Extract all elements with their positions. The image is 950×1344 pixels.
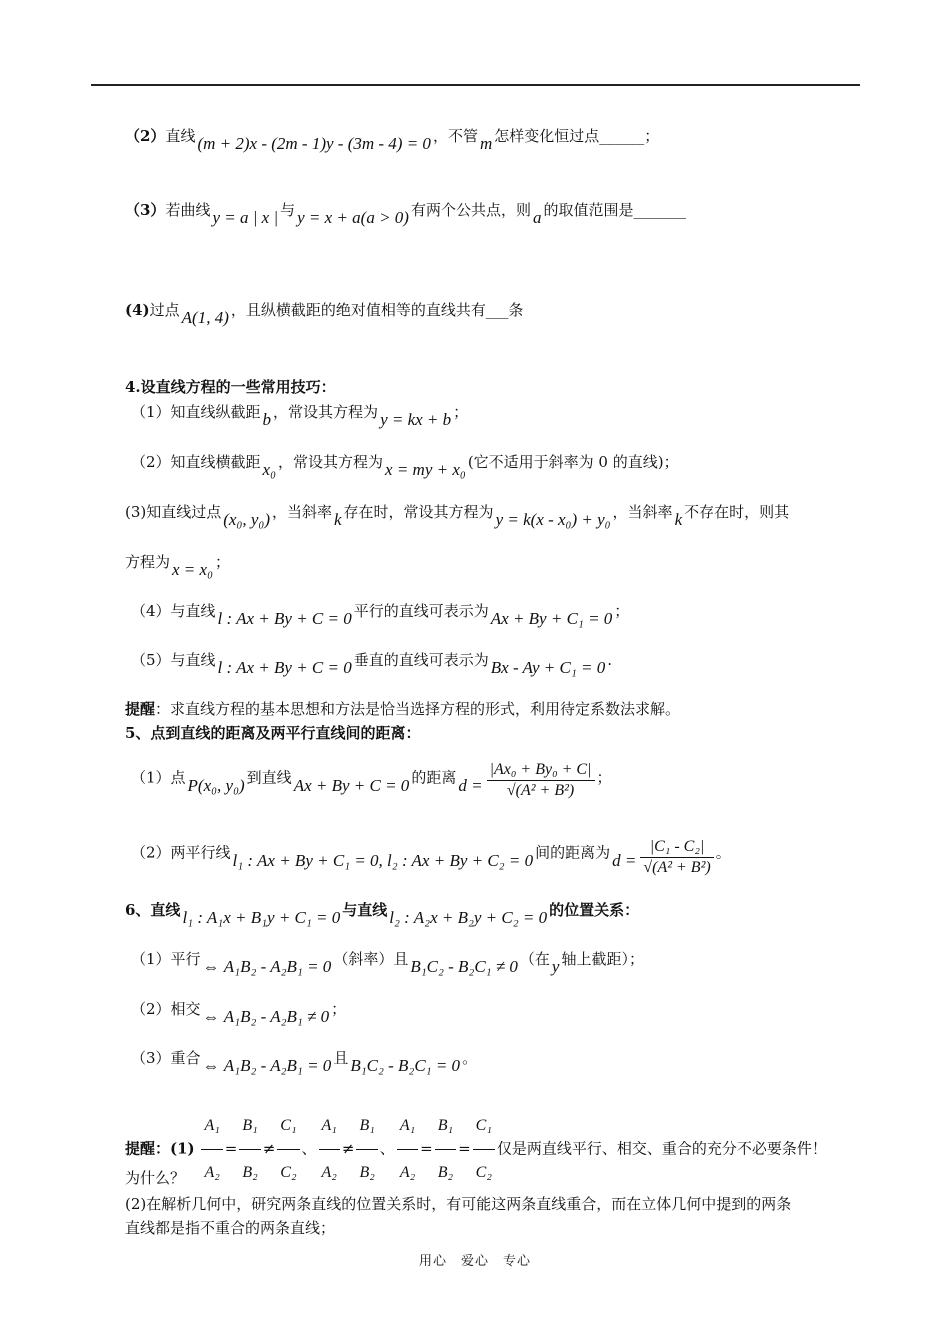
separator: 、 (301, 1139, 317, 1158)
not-equal-sign: ≠ (262, 1139, 276, 1158)
text: 。 (715, 843, 731, 862)
fraction-denominator: A₂ (204, 1164, 220, 1181)
text: （3）重合 (131, 1049, 201, 1067)
text: （5）与直线 (131, 651, 216, 669)
distance-fraction (487, 760, 595, 801)
math-equation: Ax + By + C₁ = 0 (490, 609, 613, 628)
text: 的距离 (411, 768, 457, 787)
math-equation: ⇔ A₁B₂ - A₂B₁ ≠ 0 (202, 1007, 330, 1026)
text: 若曲线 (165, 201, 211, 219)
math-var: x₀ (262, 460, 277, 479)
text: 垂直的直线可表示为 (353, 651, 489, 669)
text: （4）与直线 (131, 602, 216, 620)
text: ，常设其方程为 (273, 403, 379, 421)
text: 有两个公共点，则 (410, 201, 531, 219)
text: ； (215, 553, 231, 571)
fraction-a (201, 1103, 222, 1196)
s4-item-5 (131, 650, 613, 677)
math-equation: y = kx + b (380, 410, 452, 429)
s6-tip-2b: 直线都是指不重合的两条直线； (125, 1219, 336, 1237)
text: （斜率）且 (333, 950, 409, 968)
question-3 (125, 200, 686, 227)
equals-sign: = (420, 1139, 433, 1158)
fraction-denominator: C₂ (280, 1164, 297, 1181)
s6-item-2 (131, 999, 347, 1026)
math-var: b (262, 410, 272, 429)
fraction-numerator: |C₁ - C₂| (640, 837, 713, 858)
fraction-numerator: |Ax₀ + By₀ + C| (487, 760, 595, 781)
not-equal-sign: ≠ (341, 1139, 355, 1158)
text: ，当斜率 (271, 503, 332, 521)
s4-item-4 (131, 601, 630, 628)
math-equation: B₁C₂ - B₂C₁ = 0 (350, 1056, 461, 1075)
s6-item-3 (131, 1048, 478, 1075)
math-equation: Ax + By + C = 0 (293, 775, 410, 795)
math-point: P(x₀, y₀) (187, 775, 245, 795)
fraction-numerator: B₁ (356, 1103, 377, 1150)
text: ，且纵横截距的绝对值相等的直线共有___条 (230, 301, 524, 319)
fraction-numerator: C₁ (473, 1103, 495, 1150)
s6-tip-2a: (2)在解析几何中，研究两条直线的位置关系时，有可能这两条直线重合，而在立体几何中提到的两条 (125, 1195, 792, 1213)
page-footer: 用心 爱心 专心 (418, 1254, 531, 1269)
math-equation: (m + 2)x - (2m - 1)y - (3m - 4) = 0 (197, 134, 431, 153)
s4-item-3-cont (125, 552, 231, 579)
text: （1）知直线纵截距 (131, 403, 261, 421)
text: ； (596, 768, 612, 787)
fraction-c (473, 1103, 495, 1196)
question-label: （2） (125, 127, 166, 145)
math-point: (x₀, y₀) (223, 510, 270, 529)
math-var: y (551, 957, 560, 976)
fraction-numerator: C₁ (277, 1103, 299, 1150)
fraction-b (435, 1103, 456, 1196)
math-equation: ⇔ A₁B₂ - A₂B₁ = 0 (202, 1056, 332, 1075)
fraction-denominator: √(A² + B²) (506, 782, 575, 799)
math-equation: y = k(x - x₀) + y₀ (495, 510, 611, 529)
fraction-a (319, 1103, 340, 1196)
text: 存在时，常设其方程为 (343, 503, 494, 521)
text: ：(1) (155, 1139, 195, 1158)
s4-item-3 (125, 502, 790, 529)
math-equation: x = x₀ (172, 560, 213, 579)
text: （2）相交 (131, 1000, 201, 1018)
math-equation: ⇔ A₁B₂ - A₂B₁ = 0 (202, 957, 332, 976)
text: (它不适用于斜率为 0 的直线)； (467, 453, 679, 471)
text: 且 (333, 1049, 349, 1067)
fraction-denominator: B₂ (242, 1164, 258, 1181)
text: （1）点 (131, 768, 186, 787)
fraction-denominator: A₂ (321, 1164, 337, 1181)
text: （在 (519, 950, 550, 968)
text: 6、直线 (125, 901, 181, 919)
fraction-b (356, 1103, 377, 1196)
text: 到直线 (246, 768, 292, 787)
text: （2）知直线横截距 (131, 453, 261, 471)
distance-fraction (640, 837, 713, 878)
math-equation: l₁ : A₁x + B₁y + C₁ = 0 (182, 908, 341, 927)
text: ：求直线方程的基本思想和方法是恰当选择方程的形式，利用待定系数法求解。 (155, 700, 681, 718)
equals-sign: = (224, 1139, 238, 1158)
text: ； (614, 602, 630, 620)
math-equation: l₂ : A₂x + B₂y + C₂ = 0 (389, 908, 548, 927)
math-equation: B₁C₂ - B₂C₁ ≠ 0 (410, 957, 518, 976)
s5-item-1 (131, 758, 612, 799)
math-var: a (532, 208, 542, 227)
equals-sign: = (458, 1139, 471, 1158)
math-equation: y = x + a(a > 0) (297, 208, 409, 227)
fraction-numerator: A₁ (397, 1103, 418, 1150)
text: 与直线 (342, 901, 388, 919)
text: 间的距离为 (535, 843, 611, 862)
text: 。 (462, 1049, 478, 1067)
text: 与 (280, 201, 296, 219)
math-equation: l : Ax + By + C = 0 (217, 658, 352, 677)
text: 仅是两直线平行、相交、重合的充分不必要条件！ (496, 1139, 827, 1158)
math-equation: l₁ : Ax + By + C₁ = 0, l₂ : Ax + By + C₂ = 0 (232, 850, 534, 870)
text: ； (453, 403, 469, 421)
tip-label: 提醒 (125, 1139, 156, 1158)
s5-item-2 (131, 833, 731, 874)
s4-item-1 (131, 402, 469, 429)
text: 过点 (149, 301, 180, 319)
fraction-a (397, 1103, 418, 1196)
text: 怎样变化恒过点______； (494, 127, 660, 145)
text: （1）平行 (131, 950, 201, 968)
math-equation: y = a | x | (212, 208, 279, 227)
fraction-denominator: B₂ (437, 1164, 454, 1181)
s4-item-2 (131, 452, 679, 479)
question-label: （3） (125, 201, 166, 219)
math-equation: l : Ax + By + C = 0 (217, 609, 352, 628)
text: 不存在时，则其 (684, 503, 790, 521)
text: (3)知直线过点 (125, 503, 222, 521)
math-var: d = (612, 850, 637, 870)
text: 的取值范围是_______ (543, 201, 686, 219)
text: （2）两平行线 (131, 843, 231, 862)
fraction-numerator: B₁ (435, 1103, 456, 1150)
math-equation: Bx - Ay + C₁ = 0 (490, 658, 606, 677)
text: 轴上截距）； (561, 950, 644, 968)
fraction-denominator: √(A² + B²) (643, 859, 711, 876)
fraction-c (277, 1103, 299, 1196)
header-rule (91, 84, 860, 86)
text: 平行的直线可表示为 (353, 602, 489, 620)
fraction-b (239, 1103, 260, 1196)
fraction-denominator: C₂ (475, 1164, 492, 1181)
question-4 (125, 300, 524, 327)
text: ，当斜率 (612, 503, 673, 521)
s6-why: 为什么？ (125, 1169, 186, 1187)
text: ，不管 (432, 127, 478, 145)
question-label: (4) (125, 301, 150, 319)
section-6-title (125, 900, 640, 927)
separator: 、 (379, 1139, 395, 1158)
math-var: m (479, 134, 493, 153)
s4-tip (125, 699, 680, 719)
text: 的位置关系： (549, 901, 640, 919)
math-var: d = (458, 775, 483, 795)
fraction-numerator: B₁ (239, 1103, 260, 1150)
math-point: A(1, 4) (181, 308, 229, 327)
section-4-title: 4.设直线方程的一些常用技巧： (125, 378, 336, 396)
text: . (607, 651, 613, 669)
math-var: k (674, 510, 683, 529)
fraction-denominator: A₂ (399, 1164, 416, 1181)
tip-label: 提醒 (125, 700, 156, 718)
text: ，常设其方程为 (278, 453, 384, 471)
text: 方程为 (125, 553, 171, 571)
math-var: k (334, 510, 342, 529)
question-2 (125, 126, 660, 153)
s6-item-1 (131, 949, 644, 976)
s6-tip-1 (125, 1103, 827, 1196)
fraction-denominator: B₂ (359, 1164, 375, 1181)
text: 直线 (165, 127, 196, 145)
fraction-numerator: A₁ (319, 1103, 340, 1150)
fraction-numerator: A₁ (201, 1103, 222, 1150)
math-equation: x = my + x₀ (385, 460, 466, 479)
section-5-title: 5、点到直线的距离及两平行直线间的距离： (125, 724, 421, 742)
text: ； (331, 1000, 347, 1018)
